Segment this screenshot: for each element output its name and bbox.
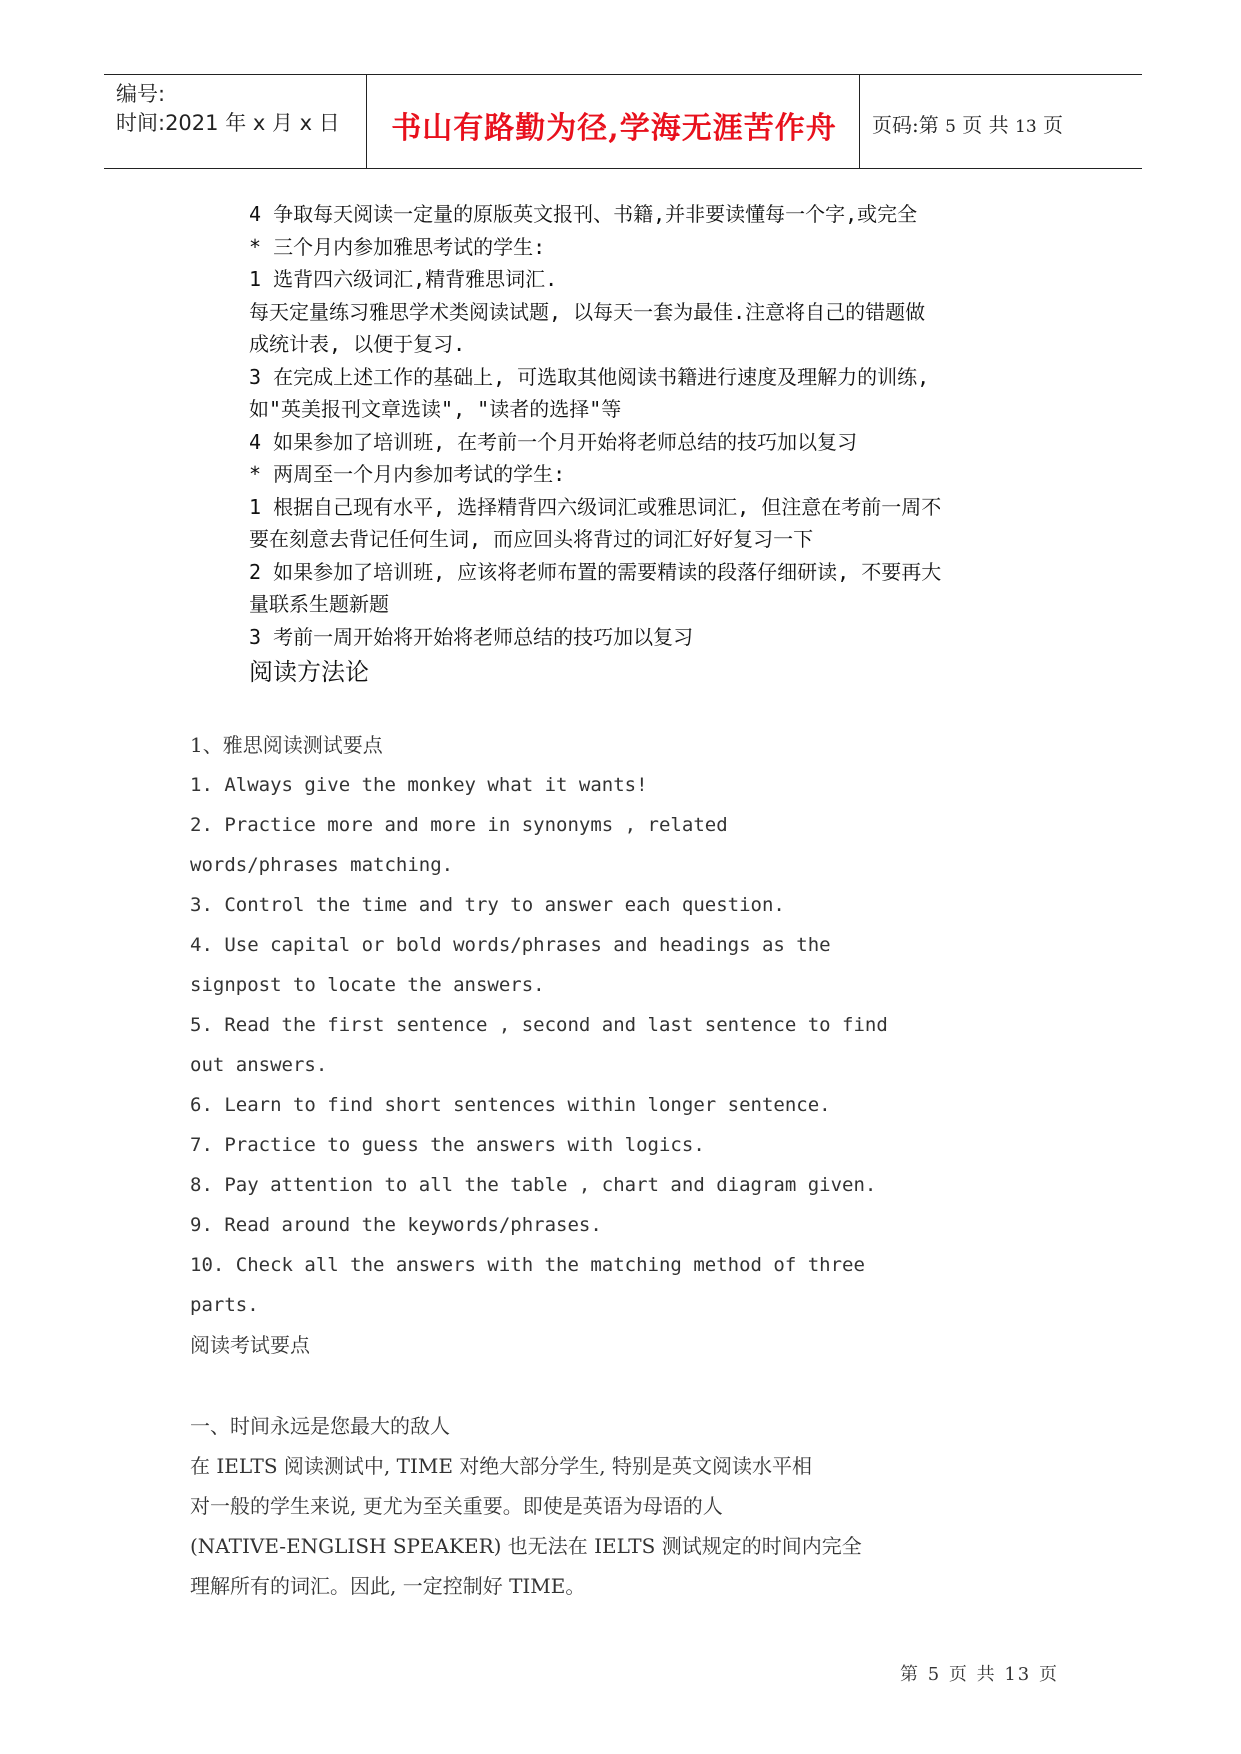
page-suffix: 页 [1036,113,1064,137]
page-total: 13 [1015,117,1037,137]
tip-line: 3. Control the time and try to answer each question. [190,894,785,916]
paragraph-line: 量联系生题新题 [249,592,389,616]
paragraph-line: 1 根据自己现有水平, 选择精背四六级词汇或雅思词汇, 但注意在考前一周不 [249,494,942,519]
time-label: 时间:2021 年 x 月 x 日 [116,111,340,135]
header-divider-right [859,75,860,168]
paragraph-line: 4 争取每天阅读一定量的原版英文报刊、书籍,并非要读懂每一个字,或完全 [249,202,918,226]
tip-line: 7. Practice to guess the answers with logics. [190,1134,705,1156]
tip-line: 10. Check all the answers with the matching method of three [190,1254,865,1276]
page-prefix: 页码:第 [872,113,946,137]
paragraph-line: 1 选背四六级词汇,精背雅思词汇. [249,267,558,291]
tip-line: 8. Pay attention to all the table , chart and diagram given. [190,1174,877,1196]
section-one-line: 理解所有的词汇。因此, 一定控制好 TIME。 [190,1574,586,1598]
paragraph-line: 如"英美报刊文章选读", "读者的选择"等 [249,397,622,421]
reading-tips-block [190,725,950,1606]
study-plan-block [249,198,1029,690]
paragraph-line: 要在刻意去背记任何生词, 而应回头将背过的词汇好好复习一下 [249,527,814,551]
tips-title: 1、雅思阅读测试要点 [190,733,383,757]
paragraph-line: 成统计表, 以便于复习. [249,332,466,356]
header-motto: 书山有路勤为径,学海无涯苦作舟 [391,111,837,146]
tip-line: 9. Read around the keywords/phrases. [190,1214,602,1236]
paragraph-line: 2 如果参加了培训班, 应该将老师布置的需要精读的段落仔细研读, 不要再大 [249,559,942,584]
header-divider-left [366,75,367,168]
header-page-info [872,109,1063,202]
paragraph-line: 3 考前一周开始将开始将老师总结的技巧加以复习 [249,624,694,649]
spacer [190,1365,950,1406]
number-label: 编号: [116,82,166,106]
page-footer: 第 5 页 共 13 页 [900,1664,1059,1685]
paragraph-line: * 三个月内参加雅思考试的学生: [249,234,546,259]
section-one-line: (NATIVE-ENGLISH SPEAKER) 也无法在 IELTS 测试规定的时间内完全 [190,1534,862,1558]
subheading: 阅读考试要点 [190,1333,310,1357]
page-middle: 页 共 [955,113,1016,137]
paragraph-line: 4 如果参加了培训班, 在考前一个月开始将老师总结的技巧加以复习 [249,429,858,454]
section-one-title: 一、时间永远是您最大的敌人 [190,1414,450,1438]
tip-line: 1. Always give the monkey what it wants! [190,774,648,796]
section-one-line: 对一般的学生来说, 更尤为至关重要。即使是英语为母语的人 [190,1494,723,1518]
tip-line: 5. Read the first sentence , second and last sentence to find [190,1014,888,1036]
tip-line: words/phrases matching. [190,854,454,876]
paragraph-line: 3 在完成上述工作的基础上, 可选取其他阅读书籍进行速度及理解力的训练, [249,364,930,389]
tip-line: out answers. [190,1054,328,1076]
page-header [104,74,1142,169]
page-current: 5 [945,117,956,137]
tip-line: signpost to locate the answers. [190,974,545,996]
tip-line: 6. Learn to find short sentences within longer sentence. [190,1094,831,1116]
tip-line: 2. Practice more and more in synonyms , related [190,814,728,836]
section-heading: 阅读方法论 [249,658,369,686]
tip-line: parts. [190,1294,259,1316]
tip-line: 4. Use capital or bold words/phrases and headings as the [190,934,831,956]
paragraph-line: * 两周至一个月内参加考试的学生: [249,462,566,486]
paragraph-line: 每天定量练习雅思学术类阅读试题, 以每天一套为最佳.注意将自己的错题做 [249,299,926,324]
section-one-line: 在 IELTS 阅读测试中, TIME 对绝大部分学生, 特别是英文阅读水平相 [190,1454,813,1478]
